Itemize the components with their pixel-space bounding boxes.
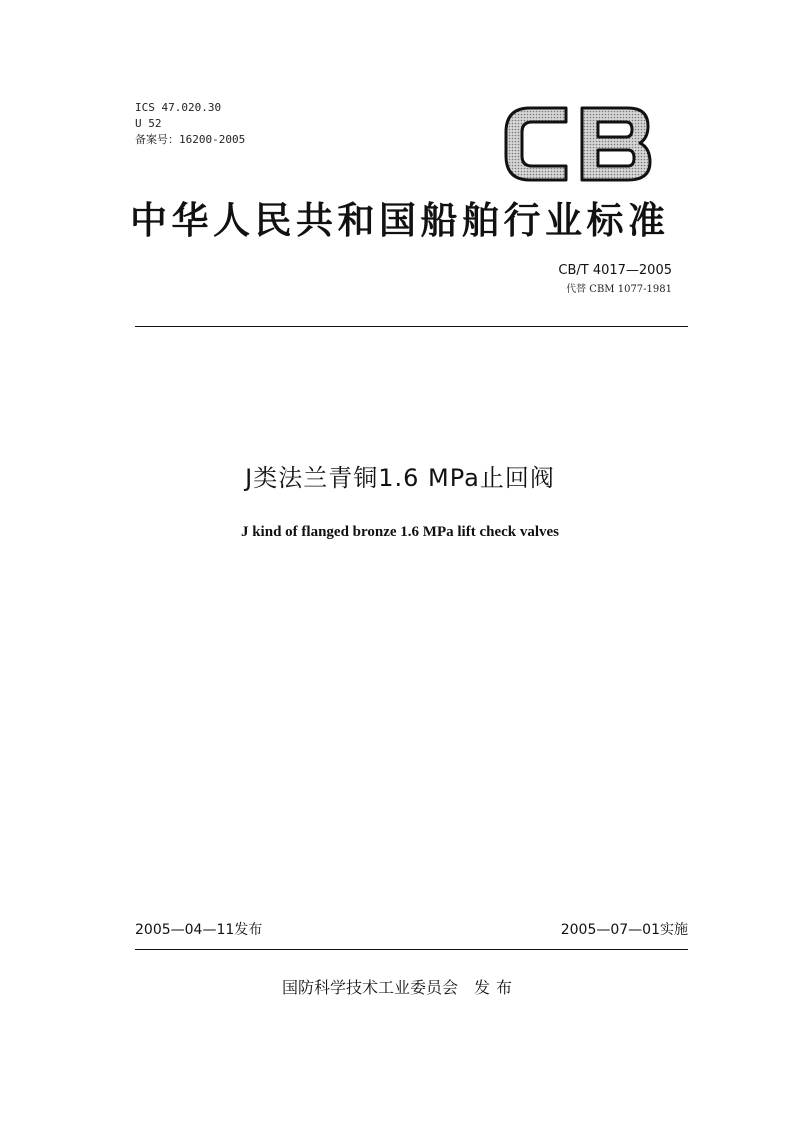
- issue-date: 2005—04—11发布: [135, 922, 263, 938]
- publisher-verb: 发布: [474, 978, 519, 997]
- bottom-divider: [135, 949, 688, 950]
- document-title-en: J kind of flanged bronze 1.6 MPa lift check valves: [240, 524, 560, 540]
- filing-number: 备案号：16200-2005: [135, 133, 246, 146]
- classification-block: [135, 100, 245, 148]
- replaced-standard: 代替 CBM 1077-1981: [566, 284, 672, 295]
- publisher: [0, 976, 800, 1000]
- ics-code: ICS 47.020.30: [135, 101, 222, 114]
- publisher-name: 国防科学技术工业委员会: [281, 978, 458, 997]
- top-divider: [135, 326, 688, 327]
- issuing-body-title: 中华人民共和国船舶行业标准: [130, 199, 670, 242]
- standard-code: CB/T 4017—2005: [558, 263, 672, 278]
- document-title-cn: J类法兰青铜1.6 MPa止回阀: [245, 464, 555, 492]
- effective-date: 2005—07—01实施: [560, 922, 688, 938]
- class-code: U 52: [135, 117, 162, 130]
- cb-logo-icon: [496, 104, 656, 184]
